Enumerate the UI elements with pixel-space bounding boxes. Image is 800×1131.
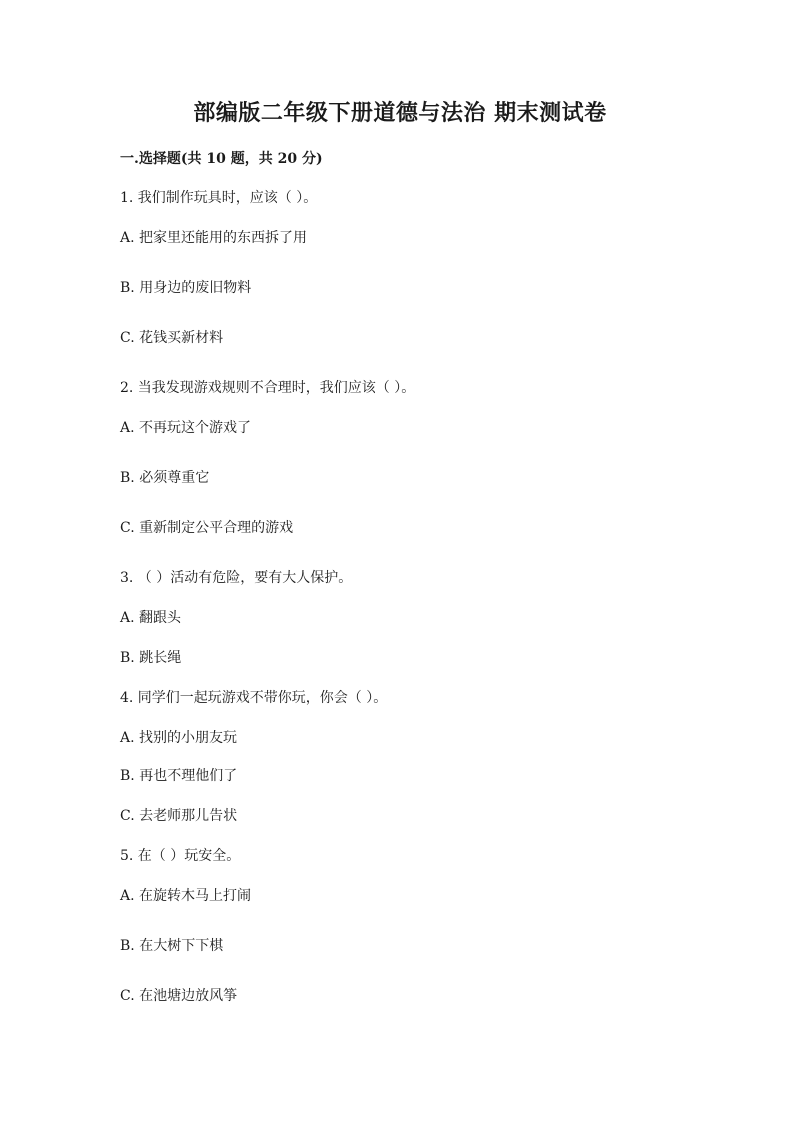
question-3-stem: 3. （ ）活动有危险，要有大人保护。 (120, 570, 353, 586)
question-2-option-b: B. 必须尊重它 (120, 470, 210, 486)
question-4-stem: 4. 同学们一起玩游戏不带你玩，你会（ ）。 (120, 690, 388, 706)
question-4-option-a: A. 找别的小朋友玩 (120, 730, 238, 746)
question-5-stem: 5. 在（ ）玩安全。 (120, 848, 241, 864)
question-2-option-c: C. 重新制定公平合理的游戏 (120, 520, 294, 536)
question-1-option-c: C. 花钱买新材料 (120, 330, 224, 346)
question-1-option-b: B. 用身边的废旧物料 (120, 280, 252, 296)
exam-title: 部编版二年级下册道德与法治 期末测试卷 (193, 100, 607, 126)
question-2-option-a: A. 不再玩这个游戏了 (120, 420, 252, 436)
section-heading: 一.选择题(共 10 题，共 20 分) (120, 151, 323, 167)
question-4-option-b: B. 再也不理他们了 (120, 768, 238, 784)
question-5-option-b: B. 在大树下下棋 (120, 938, 224, 954)
question-1-option-a: A. 把家里还能用的东西拆了用 (120, 230, 308, 246)
question-1-stem: 1. 我们制作玩具时，应该（ ）。 (120, 190, 318, 206)
question-5-option-a: A. 在旋转木马上打闹 (120, 888, 252, 904)
question-3-option-b: B. 跳长绳 (120, 650, 182, 666)
question-4-option-c: C. 去老师那儿告状 (120, 808, 238, 824)
question-3-option-a: A. 翻跟头 (120, 610, 182, 626)
question-5-option-c: C. 在池塘边放风筝 (120, 988, 238, 1004)
question-2-stem: 2. 当我发现游戏规则不合理时，我们应该（ ）。 (120, 380, 416, 396)
